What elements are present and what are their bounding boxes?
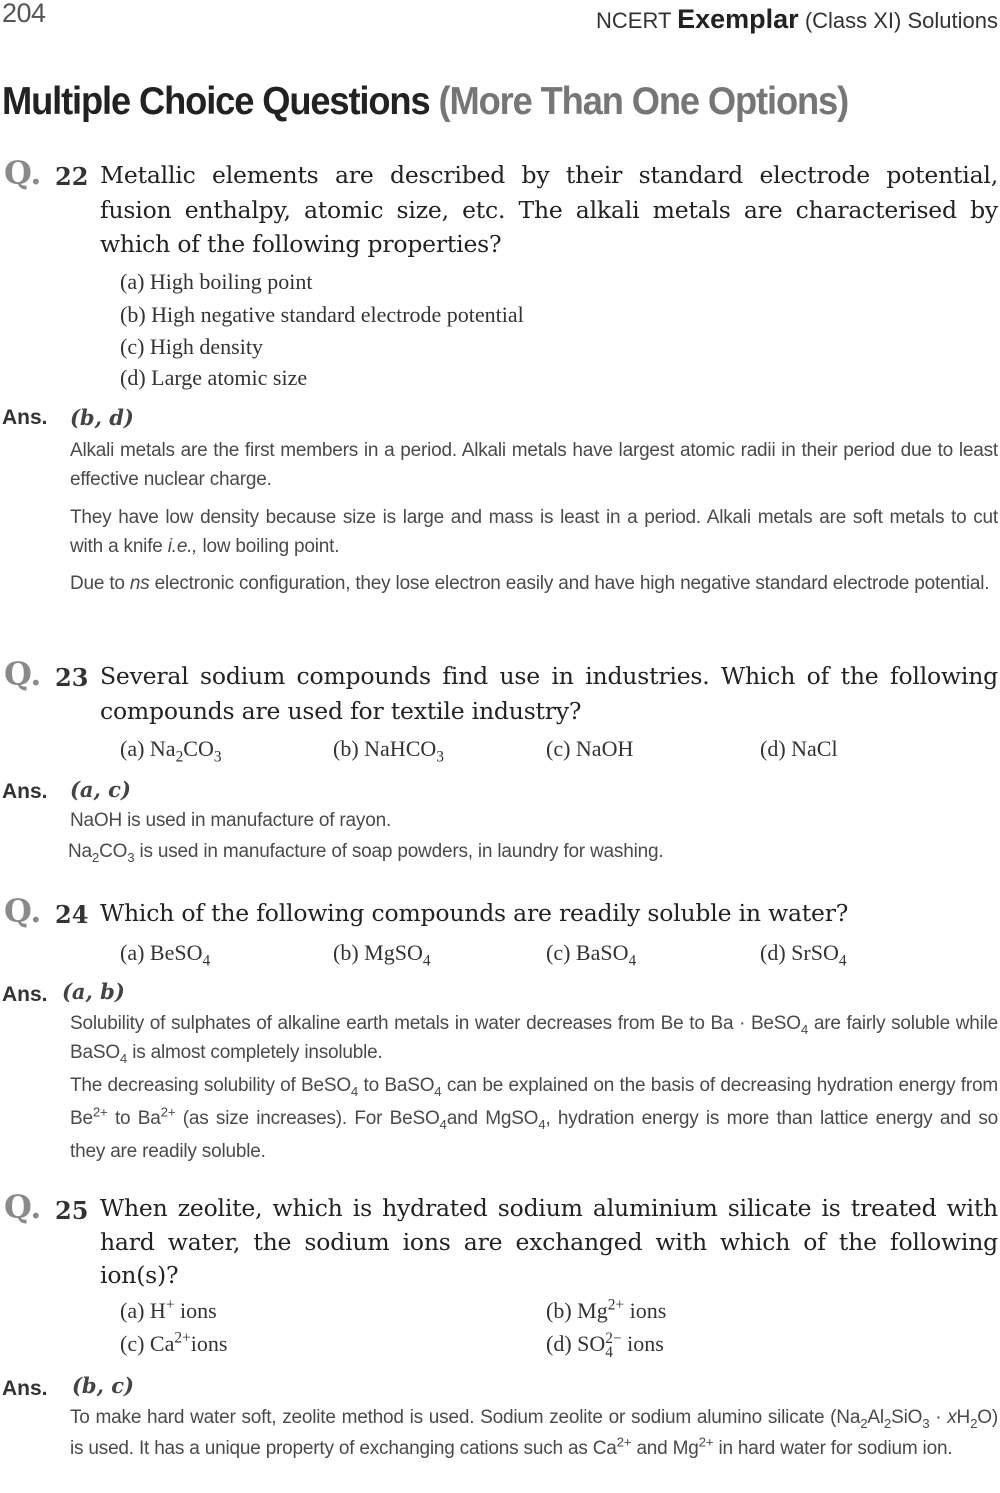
option-d: (d) Large atomic size [120,365,308,390]
question-number: 25 [55,1196,89,1225]
explanation-paragraph: NaOH is used in manufacture of rayon. [70,810,392,831]
book-emphasis: Exemplar [677,4,799,34]
explanation-paragraph: Alkali metals are the first members in a period. Alkali metals have largest atomic radii in their period due to least effective nuclear charge. [70,440,998,490]
section-title-main: Multiple Choice Questions [2,80,430,123]
option-b: (b) $Mg^{2+}$ ions [546,1296,667,1323]
option-a: (a) H+ ions [120,1296,217,1323]
option-d: (d) SO 2− 4 ions [546,1330,664,1361]
explanation-paragraph: They have low density because size is large and mass is least in a period. Alkali metals are soft metals to cut with a knife i.e., low boiling point. [70,507,998,557]
option-c: (c) $Ca^{2+}ions$ [120,1329,228,1356]
section-title-paren: (More Than One Options) [438,80,849,123]
explanation-paragraph: Due to ns electronic configuration, they lose electron easily and have high negative standard electrode potential. [70,573,990,594]
question-marker: Q. [4,154,42,192]
answer-label: Ans. [2,983,48,1006]
question-marker: Q. [4,892,42,930]
page-number: 204 [2,0,46,28]
question-text: Which of the following compounds are readily soluble in water? [100,899,849,927]
book-prefix: NCERT [596,8,671,33]
option-d: (d) NaCl [760,736,838,761]
question-text: Metallic elements are described by their standard electrode potential, fusion enthalpy, atomic size, etc. The alkali metals are characterised by which of the following properties? [100,161,998,258]
answer-label: Ans. [2,780,48,803]
answer-value: (a, b) [62,979,125,1004]
answer-label: Ans. [2,1377,48,1400]
explanation-paragraph: Solubility of sulphates of alkaline earth metals in water decreases from Be to Ba · BeSO$_4$ are fairly soluble while BaSO$_4$ is almost completely insoluble. [70,1013,998,1066]
question-text: Several sodium compounds find use in industries. Which of the following compounds are used for textile industry? [100,662,998,725]
running-head [596,4,998,35]
explanation-paragraph: To make hard water soft, zeolite method is used. Sodium zeolite or sodium alumino silicate $(Na_2Al_2SiO_3 \cdot xH_2O)$ is used. It has a unique property of exchanging cations such as $Ca^{2+}$ and $Mg^{2+}$ in hard water for sodium ion. [70,1407,998,1459]
explanation-paragraph: $Na_2CO_3$ is used in manufacture of soap powders, in laundry for washing. [68,841,664,865]
question-marker: Q. [4,1188,42,1226]
option-c: (c) NaOH [546,736,634,761]
question-number: 23 [55,663,89,692]
option-d: (d) SrSO$_4$ [760,940,847,970]
option-c: (c) BaSO$_4$ [546,940,637,970]
answer-value: (b, d) [70,405,134,430]
book-suffix: (Class XI) Solutions [804,8,998,33]
answer-label: Ans. [2,406,48,429]
section-title [2,80,848,124]
option-a: (a) BeSO$_4$ [120,940,211,970]
question-text: When zeolite, which is hydrated sodium aluminium silicate is treated with hard water, the sodium ions are exchanged with which of the following ion(s)? [100,1194,998,1289]
question-marker: Q. [4,655,42,693]
option-a: (a) $Na_2CO_3$ [120,736,222,766]
answer-value: (b, c) [72,1373,134,1398]
question-number: 22 [55,162,89,191]
option-b: (b) NaHCO$_3$ [333,736,444,766]
option-b: (b) MgSO$_4$ [333,940,431,970]
answer-value: (a, c) [70,777,131,802]
option-c: (c) High density [120,334,263,359]
option-a: (a) High boiling point [120,269,313,294]
option-b: (b) High negative standard electrode potential [120,302,524,327]
explanation-paragraph: The decreasing solubility of BeSO$_4$ to BaSO$_4$ can be explained on the basis of decreasing hydration energy from $Be^{2+}$ to $Ba^{2+}$ (as size increases). For BeSO$_4$and MgSO$_4$, hydration energy is more than lattice energy and so they are readily soluble. [70,1075,999,1162]
question-number: 24 [55,900,89,929]
